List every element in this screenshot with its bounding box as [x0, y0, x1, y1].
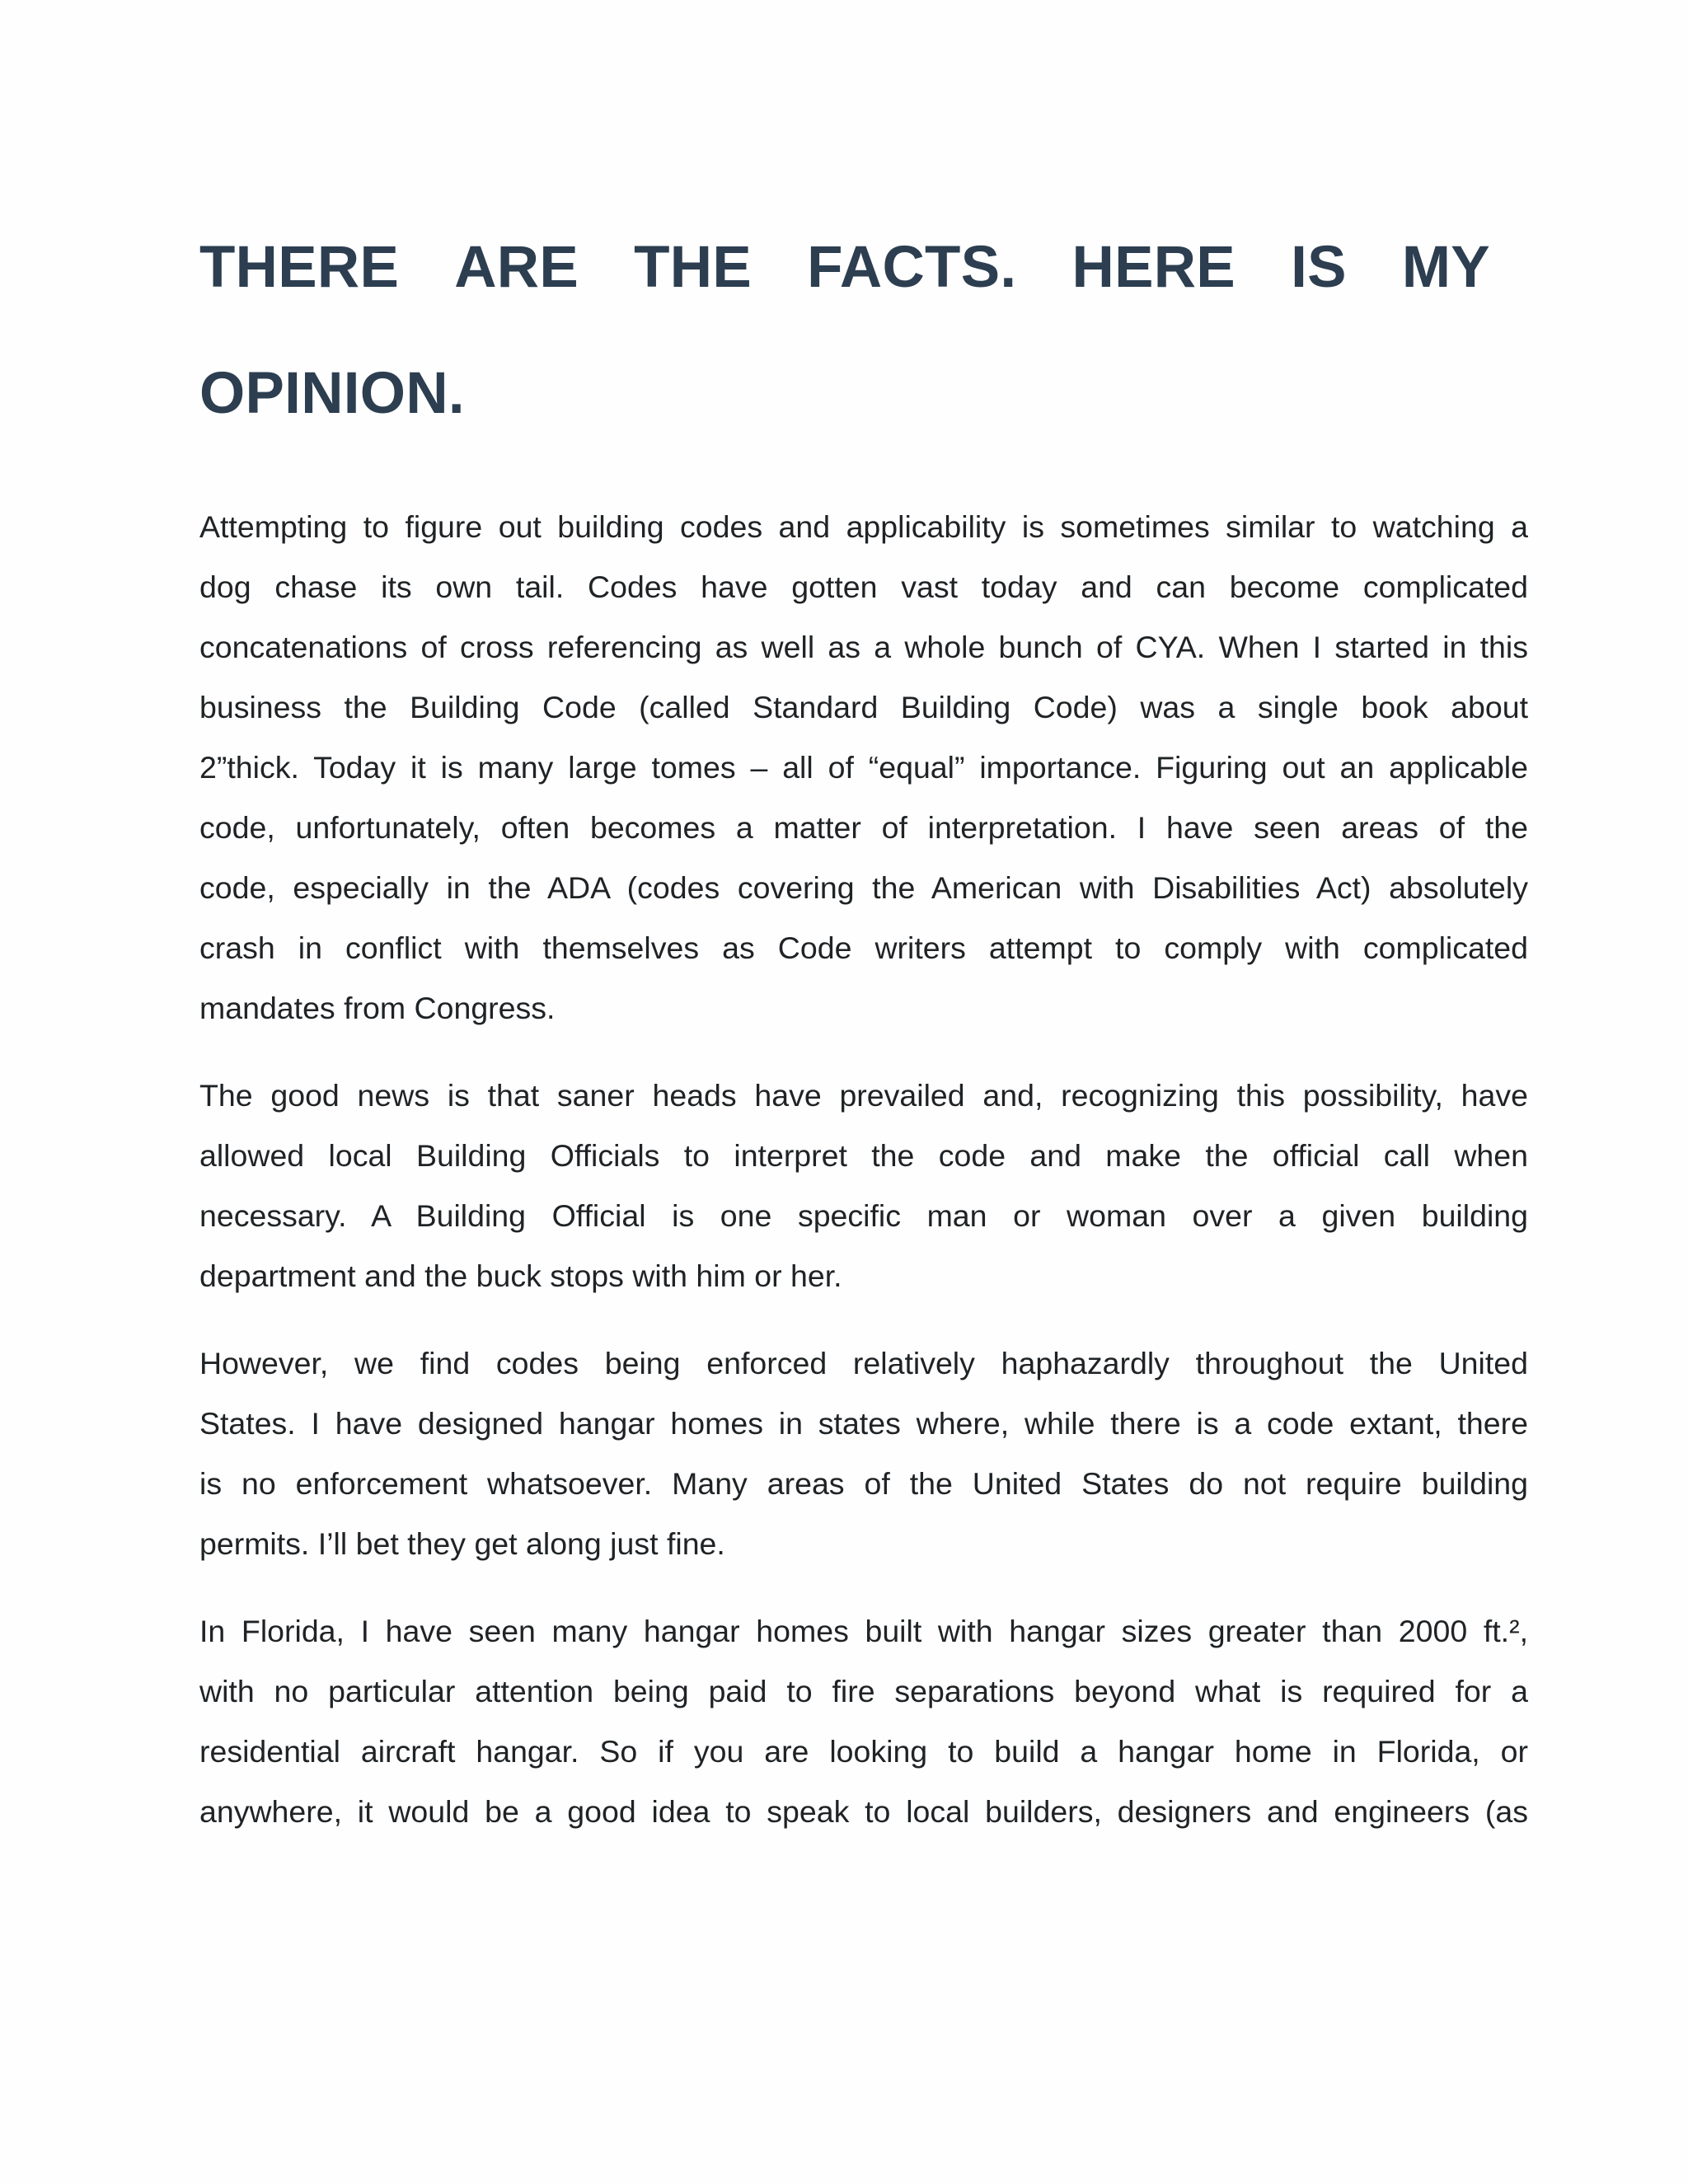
- text-line: code, unfortunately, often becomes a matter of interpretation. I have seen areas of the: [199, 810, 1528, 845]
- text-line: crash in conflict with themselves as Code writers attempt to comply with complicated: [199, 930, 1528, 965]
- text-line: 2”thick. Today it is many large tomes – all of “equal” importance. Figuring out an applicable: [199, 750, 1528, 785]
- heading-word: MY: [1401, 235, 1490, 300]
- text-line: Attempting to figure out building codes and applicability is sometimes similar to watching a: [199, 509, 1528, 544]
- heading-word: HERE: [1071, 235, 1236, 300]
- text-line: allowed local Building Officials to interpret the code and make the official call when: [199, 1138, 1528, 1173]
- heading-word: ARE: [454, 235, 579, 300]
- page-heading: [199, 204, 1528, 457]
- paragraph-building-codes: [199, 497, 1528, 1038]
- text-line: concatenations of cross referencing as well as a whole bunch of CYA. When I started in this: [199, 630, 1528, 664]
- text-line: anywhere, it would be a good idea to speak to local builders, designers and engineers (as: [199, 1794, 1528, 1829]
- text-line: States. I have designed hangar homes in states where, while there is a code extant, there: [199, 1406, 1528, 1441]
- text-line: The good news is that saner heads have prevailed and, recognizing this possibility, have: [199, 1078, 1528, 1113]
- text-line: permits. I’ll bet they get along just fine.: [199, 1526, 725, 1561]
- paragraph-building-officials: [199, 1066, 1528, 1306]
- text-line: department and the buck stops with him or her.: [199, 1258, 842, 1293]
- heading-word: FACTS.: [807, 235, 1017, 300]
- text-line: dog chase its own tail. Codes have gotten vast today and can become complicated: [199, 569, 1528, 604]
- text-line: business the Building Code (called Standard Building Code) was a single book about: [199, 690, 1528, 724]
- paragraph-enforcement: [199, 1333, 1528, 1574]
- document-body: [199, 204, 1528, 1869]
- text-line: mandates from Congress.: [199, 991, 556, 1025]
- text-line: However, we find codes being enforced relatively haphazardly throughout the United: [199, 1346, 1528, 1380]
- text-line: residential aircraft hangar. So if you are looking to build a hangar home in Florida, or: [199, 1734, 1528, 1769]
- text-line: In Florida, I have seen many hangar homes built with hangar sizes greater than 2000 ft.²,: [199, 1614, 1528, 1648]
- paragraph-florida: [199, 1601, 1528, 1842]
- text-line: with no particular attention being paid to fire separations beyond what is required for a: [199, 1674, 1528, 1708]
- heading-word: THERE: [199, 235, 400, 300]
- text-line: necessary. A Building Official is one specific man or woman over a given building: [199, 1198, 1528, 1233]
- text-line: code, especially in the ADA (codes covering the American with Disabilities Act) absolutely: [199, 870, 1528, 905]
- heading-line-2: OPINION.: [199, 361, 465, 426]
- heading-line-1: [199, 204, 1490, 330]
- text-line: is no enforcement whatsoever. Many areas of the United States do not require building: [199, 1466, 1528, 1501]
- heading-word: THE: [634, 235, 753, 300]
- heading-word: IS: [1291, 235, 1347, 300]
